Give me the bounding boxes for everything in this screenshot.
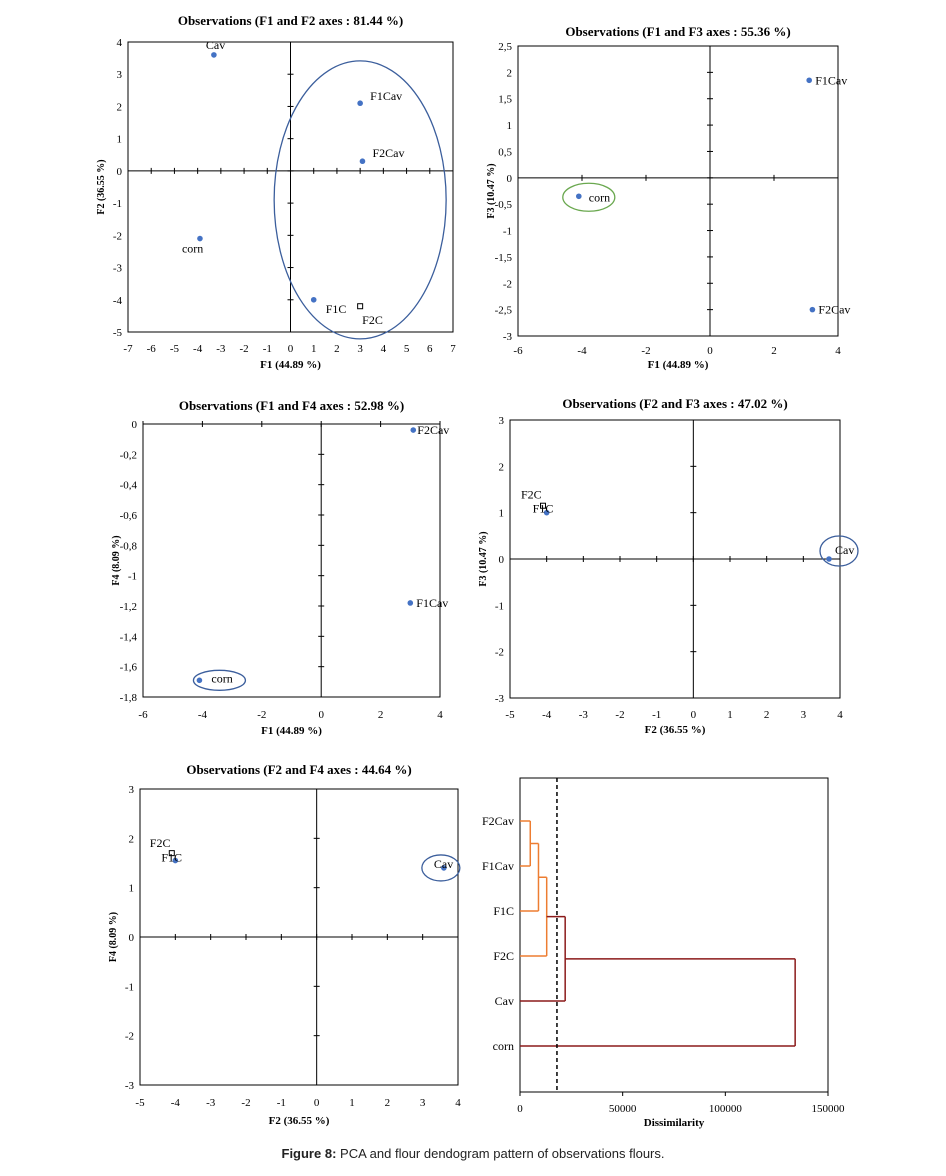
y-tick-label: -2 (112, 230, 122, 243)
x-tick-label: -2 (257, 709, 267, 721)
y-tick-label: 1 (498, 507, 504, 520)
scatter-chart-2 (486, 24, 850, 371)
point-label-Cav: Cav (205, 37, 226, 52)
chart-title: Observations (F2 and F4 axes : 44.64 %) (186, 762, 412, 777)
y-tick-label: 1,5 (498, 93, 512, 106)
plot-frame (143, 424, 440, 697)
x-tick-label: 4 (837, 709, 843, 721)
point-label-F1Cav: F1Cav (370, 89, 403, 104)
point-label-F1C: F1C (325, 301, 347, 316)
chart-title: Observations (F1 and F2 axes : 81.44 %) (177, 13, 404, 28)
x-tick-label: 3 (357, 343, 363, 355)
y-tick-label: -3 (124, 1080, 134, 1092)
point-marker-corn (576, 193, 582, 199)
x-tick-label: 0 (517, 1103, 523, 1115)
y-tick-label: 2 (506, 67, 512, 80)
y-axis-label: F2 (36.55 %) (96, 159, 107, 215)
y-tick-label: 0 (498, 554, 504, 566)
scatter-chart-5 (108, 762, 461, 1127)
point-marker-F2Cav (360, 158, 366, 164)
x-tick-label: 6 (427, 343, 433, 355)
y-tick-label: -2 (124, 1030, 134, 1043)
y-tick-label: 0 (506, 172, 512, 185)
y-axis-label: F3 (10.47 %) (478, 531, 489, 587)
y-tick-label: 4 (116, 37, 122, 49)
y-tick-label: -1,6 (119, 661, 137, 674)
y-axis-label: F4 (8.09 %) (111, 535, 122, 586)
x-tick-label: 3 (419, 1097, 426, 1109)
x-tick-label: -6 (138, 709, 148, 721)
x-tick-label: -5 (505, 709, 515, 721)
y-tick-label: 1 (116, 133, 122, 146)
figure-caption (0, 1146, 946, 1161)
point-label-Cav: Cav (835, 543, 855, 557)
x-axis-label: F1 (44.89 %) (261, 725, 322, 737)
y-tick-label: 2,5 (498, 41, 512, 53)
x-tick-label: -2 (239, 343, 249, 355)
x-tick-label: 7 (450, 343, 456, 355)
y-tick-label: -1,2 (119, 601, 137, 613)
point-label-F1Cav: F1Cav (416, 595, 449, 610)
y-tick-label: 3 (498, 415, 504, 427)
leaf-label-corn: corn (492, 1039, 514, 1053)
y-tick-label: -2,5 (494, 304, 512, 317)
x-tick-label: 150000 (811, 1103, 845, 1115)
y-tick-label: -1 (124, 981, 134, 994)
point-label-F2C: F2C (521, 487, 542, 502)
dendrogram-chart (482, 778, 845, 1129)
point-label-F1C: F1C (161, 850, 183, 865)
point-label-F2Cav: F2Cav (818, 302, 851, 317)
point-label-F1Cav: F1Cav (815, 73, 848, 88)
x-tick-label: 100000 (708, 1103, 742, 1115)
y-axis-label: F4 (8.09 %) (108, 911, 119, 963)
x-tick-label: -1 (652, 709, 662, 721)
dendrogram-frame (520, 778, 828, 1092)
x-tick-label: -2 (615, 709, 625, 721)
x-tick-label: -4 (193, 343, 203, 355)
x-tick-label: 2 (384, 1097, 391, 1109)
y-tick-label: 0,5 (498, 146, 512, 159)
scatter-chart-3 (111, 398, 449, 737)
point-label-F2C: F2C (149, 836, 171, 851)
y-tick-label: 2 (498, 461, 504, 474)
scatter-chart-4 (478, 396, 858, 736)
x-tick-label: 0 (707, 345, 713, 357)
x-tick-label: 2 (377, 709, 384, 721)
chart-title: Observations (F1 and F3 axes : 55.36 %) (565, 24, 791, 39)
point-label-corn: corn (211, 671, 233, 686)
x-tick-label: 0 (313, 1097, 320, 1109)
y-tick-label: -1 (502, 225, 512, 238)
y-tick-label: -0,2 (119, 449, 137, 462)
x-tick-label: 4 (835, 345, 841, 357)
caption-label: Figure 8: (281, 1146, 337, 1161)
point-label-F2Cav: F2Cav (372, 146, 405, 161)
x-tick-label: 2 (763, 709, 770, 721)
x-tick-label: -6 (146, 343, 156, 355)
point-marker-corn (197, 236, 203, 242)
point-marker-F1Cav (408, 600, 414, 606)
x-tick-label: 1 (310, 343, 317, 355)
point-marker-F2Cav (810, 307, 816, 313)
point-marker-corn (197, 678, 203, 684)
y-tick-label: 1 (506, 120, 512, 133)
chart-title: Observations (F2 and F3 axes : 47.02 %) (562, 396, 788, 411)
y-tick-label: -2 (494, 646, 504, 659)
leaf-label-F2Cav: F2Cav (481, 814, 514, 828)
point-marker-F1Cav (357, 100, 363, 106)
x-tick-label: 2 (334, 343, 340, 355)
y-tick-label: -0,5 (494, 199, 512, 212)
x-tick-label: -3 (206, 1097, 216, 1109)
x-tick-label: 50000 (608, 1103, 637, 1115)
x-tick-label: 0 (287, 343, 294, 355)
x-axis-label: F1 (44.89 %) (260, 359, 321, 371)
x-tick-label: 1 (349, 1097, 355, 1109)
point-label-corn: corn (181, 241, 204, 256)
x-tick-label: -4 (197, 709, 207, 721)
point-marker-Cav (211, 52, 217, 58)
x-axis-label: Dissimilarity (643, 1117, 705, 1129)
x-tick-label: -6 (513, 345, 523, 357)
leaf-label-F1C: F1C (493, 904, 514, 918)
y-tick-label: -3 (112, 262, 122, 275)
y-tick-label: -0,4 (119, 479, 137, 492)
chart-title: Observations (F1 and F4 axes : 52.98 %) (178, 398, 405, 413)
x-tick-label: 4 (437, 709, 443, 721)
y-tick-label: -1,4 (119, 631, 137, 644)
x-tick-label: 2 (771, 345, 777, 357)
y-tick-label: 3 (116, 69, 122, 82)
x-tick-label: 5 (403, 343, 410, 355)
y-tick-label: -1 (127, 570, 137, 583)
x-tick-label: -7 (123, 343, 133, 355)
y-tick-label: -0,6 (119, 510, 137, 522)
x-tick-label: -2 (641, 345, 651, 357)
x-tick-label: 1 (727, 709, 733, 721)
y-tick-label: 0 (128, 932, 134, 944)
y-tick-label: 1 (128, 882, 134, 895)
y-tick-label: -0,8 (119, 540, 137, 553)
x-tick-label: 4 (380, 343, 387, 355)
caption-text: PCA and flour dendogram pattern of observations flours. (340, 1146, 665, 1161)
point-marker-F2Cav (410, 427, 416, 433)
x-axis-label: F2 (36.55 %) (268, 1115, 330, 1127)
point-marker-F1Cav (806, 77, 812, 83)
y-tick-label: -1 (112, 198, 122, 211)
y-tick-label: -1,5 (494, 251, 512, 264)
x-tick-label: -3 (216, 343, 226, 355)
x-tick-label: -4 (577, 345, 587, 357)
point-marker-F1C (311, 297, 317, 303)
point-label-corn: corn (588, 190, 611, 205)
x-tick-label: 4 (455, 1097, 461, 1109)
x-axis-label: F1 (44.89 %) (647, 359, 709, 371)
point-marker-F2C (358, 304, 363, 309)
y-tick-label: -1 (494, 600, 504, 613)
x-tick-label: -1 (276, 1097, 286, 1109)
x-axis-label: F2 (36.55 %) (644, 724, 706, 736)
x-tick-label: -4 (170, 1097, 180, 1109)
x-tick-label: -5 (135, 1097, 145, 1109)
x-tick-label: -4 (542, 709, 552, 721)
y-tick-label: 2 (116, 101, 122, 114)
y-tick-label: -2 (502, 278, 512, 291)
point-label-F2Cav: F2Cav (417, 423, 450, 438)
x-tick-label: -3 (578, 709, 588, 721)
point-label-Cav: Cav (433, 856, 454, 871)
leaf-label-Cav: Cav (494, 994, 514, 1008)
y-axis-label: F3 (10.47 %) (486, 163, 497, 219)
y-tick-label: -4 (112, 294, 122, 307)
y-tick-label: -5 (112, 327, 122, 339)
scatter-chart-1 (96, 13, 456, 371)
x-tick-label: -1 (262, 343, 272, 355)
point-label-F1C: F1C (532, 501, 554, 516)
y-tick-label: 2 (128, 833, 134, 846)
x-tick-label: 0 (318, 709, 324, 721)
leaf-label-F2C: F2C (493, 949, 514, 963)
y-tick-label: -3 (494, 693, 504, 705)
y-tick-label: 3 (128, 784, 134, 796)
x-tick-label: 0 (690, 709, 697, 721)
x-tick-label: 3 (800, 709, 807, 721)
point-label-F2C: F2C (362, 313, 383, 328)
leaf-label-F1Cav: F1Cav (481, 859, 514, 873)
y-tick-label: -1,8 (119, 692, 137, 704)
x-tick-label: -2 (241, 1097, 251, 1109)
y-tick-label: 0 (131, 419, 137, 431)
x-tick-label: -5 (169, 343, 180, 355)
point-marker-Cav (826, 556, 832, 562)
y-tick-label: 0 (116, 165, 122, 178)
y-tick-label: -3 (502, 331, 512, 343)
